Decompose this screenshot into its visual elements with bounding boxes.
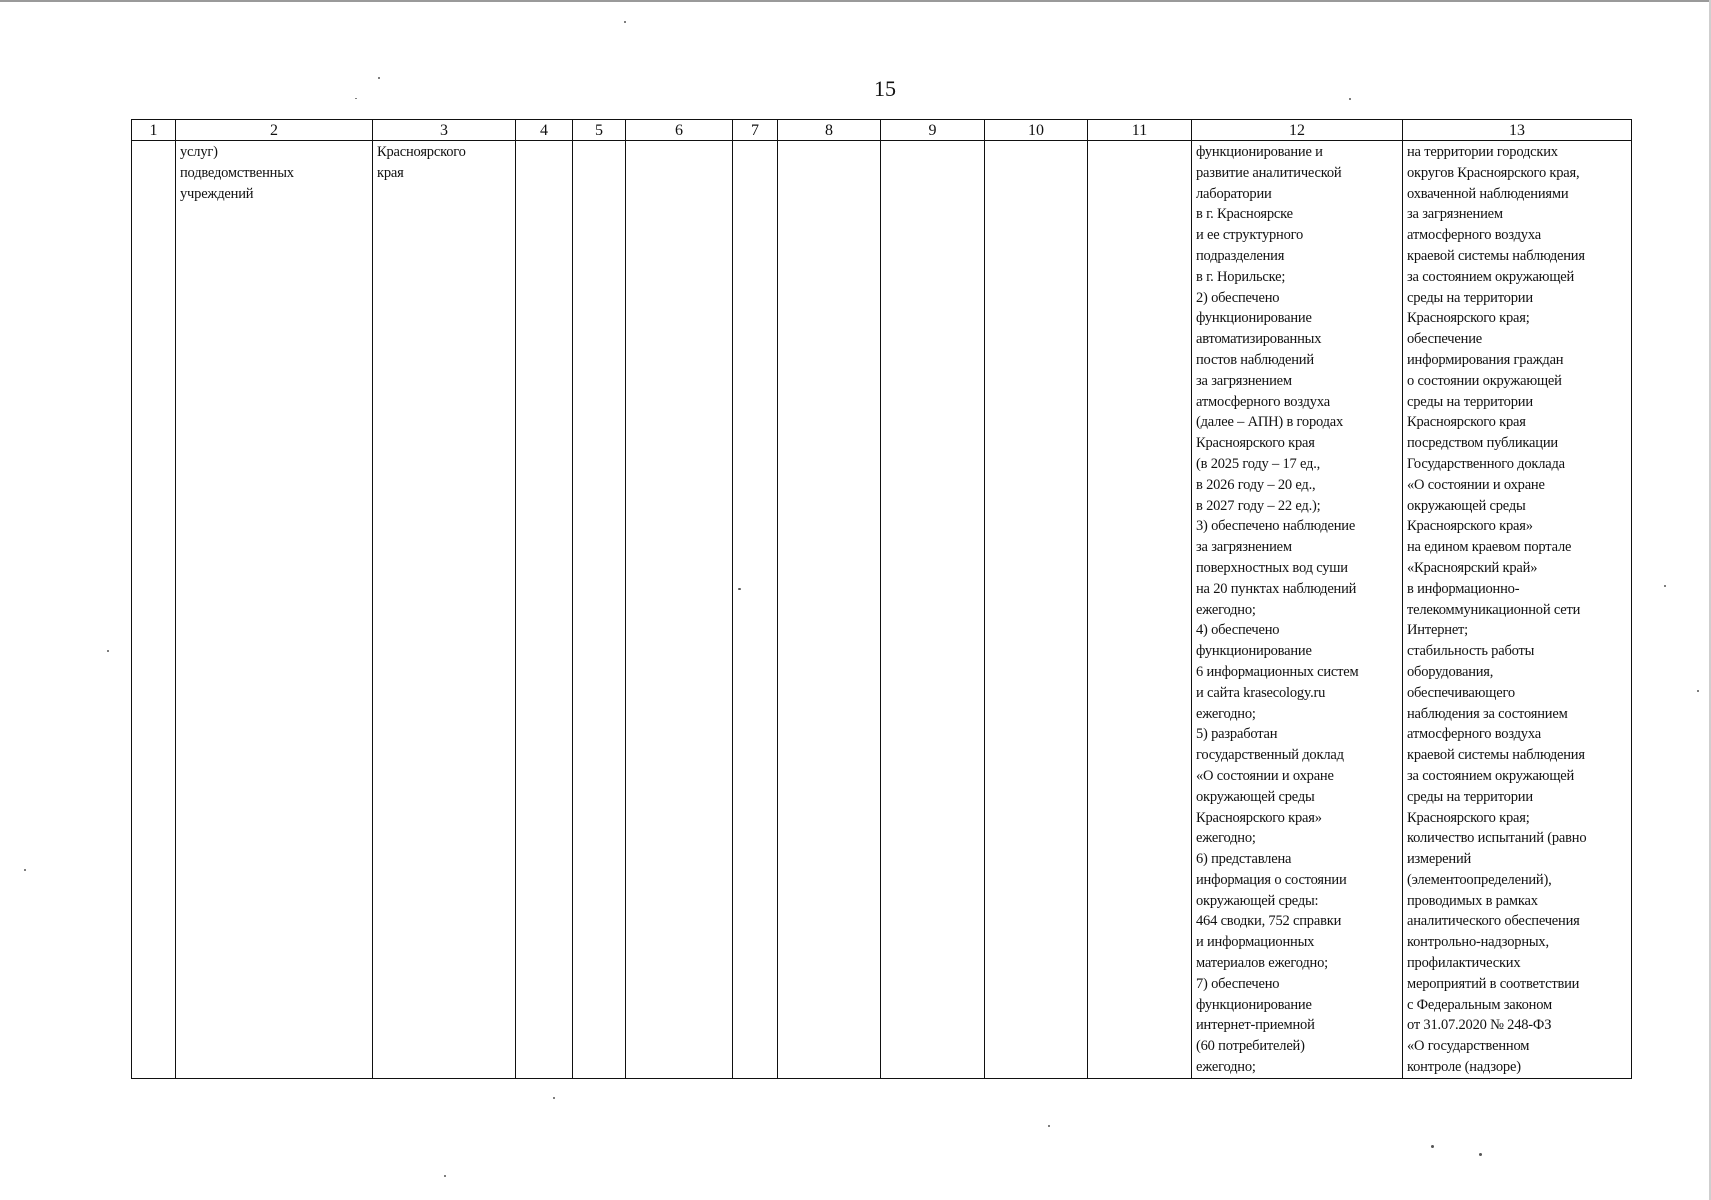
cell-text-line: Красноярского края; [1407, 310, 1530, 327]
cell-text-line: за загрязнением [1196, 539, 1292, 556]
cell-text-line: 4) обеспечено [1196, 622, 1280, 639]
cell-col-8 [778, 141, 881, 1079]
cell-text-line: Красноярского края» [1196, 809, 1322, 826]
cell-text-line: профилактических [1407, 955, 1521, 972]
cell-col-2 [176, 141, 373, 1079]
cell-text-line: обеспечивающего [1407, 684, 1515, 701]
cell-text-line: среды на территории [1407, 788, 1533, 805]
cell-text-line: информирования граждан [1407, 351, 1564, 368]
scan-speck [1697, 690, 1699, 692]
cell-text-line: 6) представлена [1196, 851, 1292, 868]
scan-speck [553, 1097, 555, 1099]
cell-text-line: за состоянием окружающей [1407, 767, 1575, 784]
cell-text-line: наблюдения за состоянием [1407, 705, 1568, 722]
cell-text-line: мероприятий в соответствии [1407, 975, 1580, 992]
cell-text-line: лаборатории [1196, 185, 1272, 202]
cell-text-line: окружающей среды [1407, 497, 1526, 514]
cell-col-11 [1088, 141, 1192, 1079]
scan-edge-top [0, 0, 1711, 2]
cell-text-line: в информационно- [1407, 580, 1520, 597]
cell-text-line: 7) обеспечено [1196, 975, 1280, 992]
cell-text-line: за загрязнением [1196, 372, 1292, 389]
cell-text-line: ежегодно; [1196, 705, 1256, 722]
cell-text-line: на едином краевом портале [1407, 539, 1572, 556]
cell-text-line: и сайта krasecology.ru [1196, 684, 1326, 701]
table-row [132, 141, 1632, 1079]
scan-speck [444, 1175, 446, 1177]
cell-text-line: Красноярского края; [1407, 809, 1530, 826]
cell-text-line: «О состоянии и охране [1407, 476, 1545, 493]
cell-col-12 [1192, 141, 1403, 1079]
column-header-5: 5 [573, 120, 626, 141]
column-header-8: 8 [778, 120, 881, 141]
scan-speck [107, 650, 109, 652]
cell-text-line: материалов ежегодно; [1196, 955, 1328, 972]
cell-text-line: краевой системы наблюдения [1407, 747, 1585, 764]
cell-text-line: с Федеральным законом [1407, 996, 1552, 1013]
cell-text-line: стабильность работы [1407, 643, 1535, 660]
scan-speck [1664, 585, 1666, 587]
cell-text-line: краевой системы наблюдения [1407, 247, 1585, 264]
cell-text-line: ежегодно; [1196, 830, 1256, 847]
scan-speck [1431, 1145, 1434, 1148]
column-header-11: 11 [1088, 120, 1192, 141]
cell-text-line: Красноярского края [1196, 435, 1315, 452]
column-header-2: 2 [176, 120, 373, 141]
page-number: 15 [874, 76, 896, 101]
cell-text-line: посредством публикации [1407, 435, 1558, 452]
column-header-7: 7 [733, 120, 778, 141]
scan-speck [624, 21, 626, 23]
cell-text-line: ежегодно; [1196, 601, 1256, 618]
cell-text-line: атмосферного воздуха [1407, 726, 1541, 743]
cell-text-line: в г. Красноярске [1196, 206, 1293, 223]
cell-text-line: «О государственном [1407, 1038, 1530, 1055]
cell-text-line: Красноярского края [1407, 414, 1526, 431]
cell-text-line: Интернет; [1407, 622, 1469, 639]
cell-text-line: о состоянии окружающей [1407, 372, 1562, 389]
cell-text-line: контрольно-надзорных, [1407, 934, 1549, 951]
column-header-3: 3 [373, 120, 516, 141]
cell-col-1 [132, 141, 176, 1079]
cell-col-4 [516, 141, 573, 1079]
cell-text-line: за загрязнением [1407, 206, 1503, 223]
cell-text-line: и ее структурного [1196, 227, 1304, 244]
cell-text-line: функционирование [1196, 996, 1312, 1013]
cell-text-line: на 20 пунктах наблюдений [1196, 580, 1357, 597]
cell-text-line: окружающей среды: [1196, 892, 1319, 909]
cell-text-line: за состоянием окружающей [1407, 268, 1575, 285]
cell-text-line: окружающей среды [1196, 788, 1315, 805]
cell-text-line: (60 потребителей) [1196, 1038, 1305, 1055]
scan-speck [1048, 1125, 1050, 1127]
cell-text-line: автоматизированных [1196, 331, 1322, 348]
cell-text-line: телекоммуникационной сети [1407, 601, 1581, 618]
column-header-12: 12 [1192, 120, 1403, 141]
cell-text-line: интернет-приемной [1196, 1017, 1315, 1034]
cell-text-line: 3) обеспечено наблюдение [1196, 518, 1356, 535]
cell-col-9 [881, 141, 985, 1079]
cell-col-7 [733, 141, 778, 1079]
data-table [131, 119, 1632, 1079]
cell-text-line: подразделения [1196, 247, 1285, 264]
cell-text-line: поверхностных вод суши [1196, 559, 1348, 576]
cell-text-line: информация о состоянии [1196, 871, 1347, 888]
column-header-13: 13 [1403, 120, 1632, 141]
cell-text-line: в 2026 году – 20 ед., [1196, 476, 1316, 493]
cell-text-line: среды на территории [1407, 289, 1533, 306]
cell-text-line: Государственного доклада [1407, 455, 1565, 472]
cell-col-5 [573, 141, 626, 1079]
column-header-1: 1 [132, 120, 176, 141]
cell-text-line: (в 2025 году – 17 ед., [1196, 455, 1321, 472]
column-header-10: 10 [985, 120, 1088, 141]
cell-col-6 [626, 141, 733, 1079]
cell-col-3 [373, 141, 516, 1079]
cell-text-line: округов Красноярского края, [1407, 164, 1580, 181]
cell-text-line: оборудования, [1407, 663, 1494, 680]
cell-text-line: атмосферного воздуха [1196, 393, 1330, 410]
cell-text-line: аналитического обеспечения [1407, 913, 1580, 930]
cell-text-line: услуг) [180, 144, 218, 160]
cell-text-line: развитие аналитической [1196, 164, 1342, 181]
cell-text-line: измерений [1407, 851, 1472, 868]
cell-text-line: (далее – АПН) в городах [1196, 414, 1344, 431]
cell-text-line: «Красноярский край» [1407, 559, 1538, 576]
cell-text-line: количество испытаний (равно [1407, 830, 1587, 847]
cell-col-13 [1403, 141, 1632, 1079]
cell-text-line: среды на территории [1407, 393, 1533, 410]
cell-text-line: и информационных [1196, 934, 1315, 951]
cell-text-line: 6 информационных систем [1196, 663, 1359, 680]
column-header-6: 6 [626, 120, 733, 141]
cell-text-line: функционирование и [1196, 144, 1323, 160]
cell-text-line: в г. Норильске; [1196, 268, 1286, 285]
cell-text-line: атмосферного воздуха [1407, 227, 1541, 244]
cell-text-line: постов наблюдений [1196, 351, 1314, 368]
cell-text-line: в 2027 году – 22 ед.); [1196, 497, 1321, 514]
column-header-4: 4 [516, 120, 573, 141]
cell-text-line: 2) обеспечено [1196, 289, 1280, 306]
cell-text-line: учреждений [180, 185, 254, 202]
cell-text-line: «О состоянии и охране [1196, 767, 1334, 784]
scan-speck [1479, 1153, 1482, 1156]
cell-text-line: края [377, 164, 404, 181]
cell-text-line: функционирование [1196, 310, 1312, 327]
scan-speck [24, 869, 26, 871]
cell-text-line: охваченной наблюдениями [1407, 185, 1569, 202]
cell-text-line: обеспечение [1407, 331, 1482, 348]
cell-text-line: подведомственных [180, 164, 294, 181]
cell-text-line: 5) разработан [1196, 726, 1278, 743]
cell-col-10 [985, 141, 1088, 1079]
cell-text-line: государственный доклад [1196, 747, 1344, 764]
cell-text-line: 464 сводки, 752 справки [1196, 913, 1342, 930]
cell-text-line: ежегодно; [1196, 1059, 1256, 1076]
cell-text-line: (элементоопределений), [1407, 871, 1552, 888]
cell-text-line: на территории городских [1407, 144, 1558, 160]
cell-text-line: проводимых в рамках [1407, 892, 1538, 909]
cell-text-line: от 31.07.2020 № 248-ФЗ [1407, 1017, 1552, 1034]
cell-text-line: контроле (надзоре) [1407, 1059, 1521, 1076]
column-header-9: 9 [881, 120, 985, 141]
cell-text-line: функционирование [1196, 643, 1312, 660]
cell-text-line: Красноярского края» [1407, 518, 1533, 535]
table-header-row [132, 120, 1632, 141]
cell-text-line: Красноярского [377, 144, 466, 160]
